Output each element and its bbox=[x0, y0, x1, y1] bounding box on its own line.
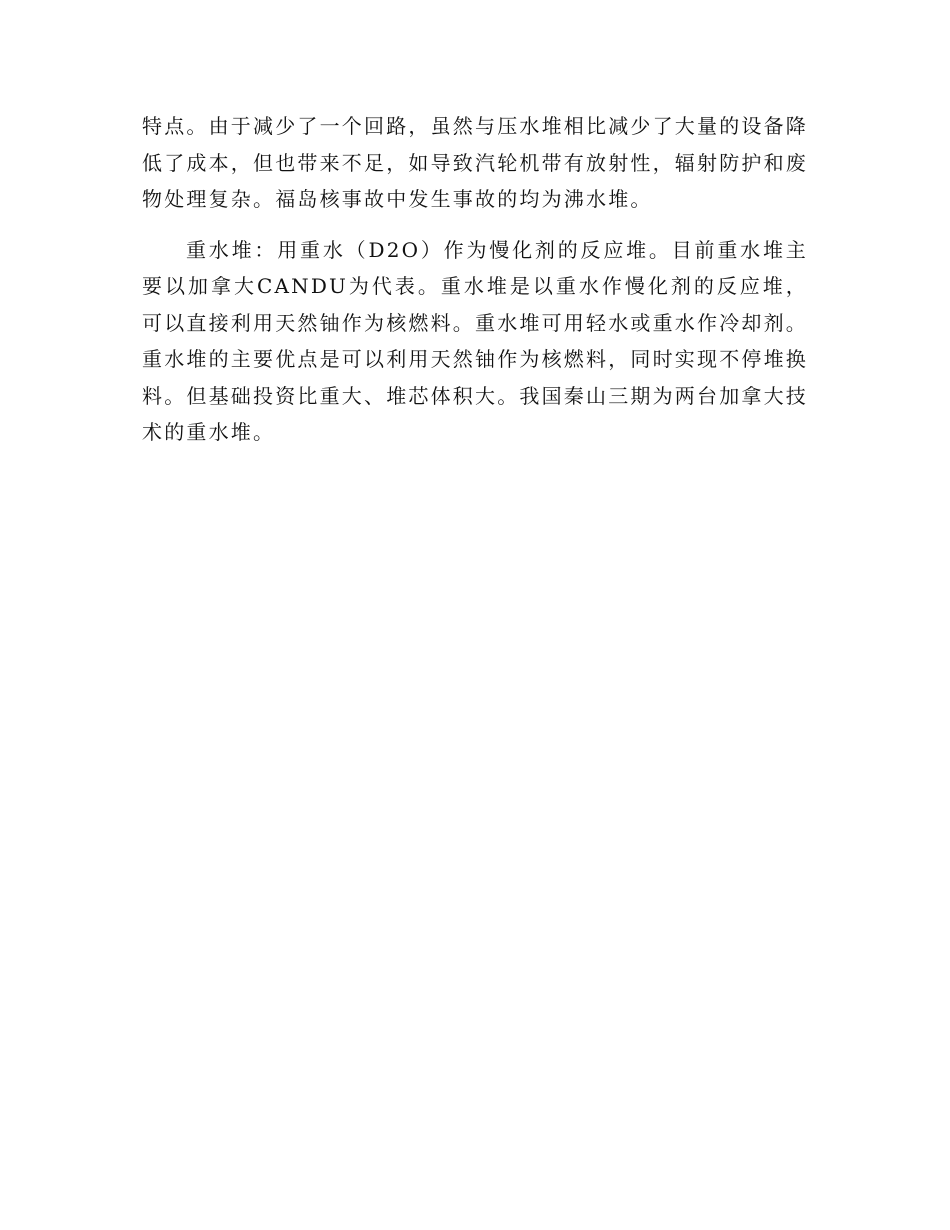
document-body bbox=[142, 108, 808, 451]
paragraph-boiling-water-reactor: 特点。由于减少了一个回路，虽然与压水堆相比减少了大量的设备降低了成本，但也带来不足，如导致汽轮机带有放射性，辐射防护和废物处理复杂。福岛核事故中发生事故的均为沸水堆。 bbox=[142, 114, 808, 211]
paragraph-heavy-water-reactor: 重水堆：用重水（D2O）作为慢化剂的反应堆。目前重水堆主要以加拿大CANDU为代表。重水堆是以重水作慢化剂的反应堆，可以直接利用天然铀作为核燃料。重水堆可用轻水或重水作冷却剂。重水堆的主要优点是可以利用天然铀作为核燃料，同时实现不停堆换料。但基础投资比重大、堆芯体积大。我国秦山三期为两台加拿大技术的重水堆。 bbox=[142, 237, 808, 444]
